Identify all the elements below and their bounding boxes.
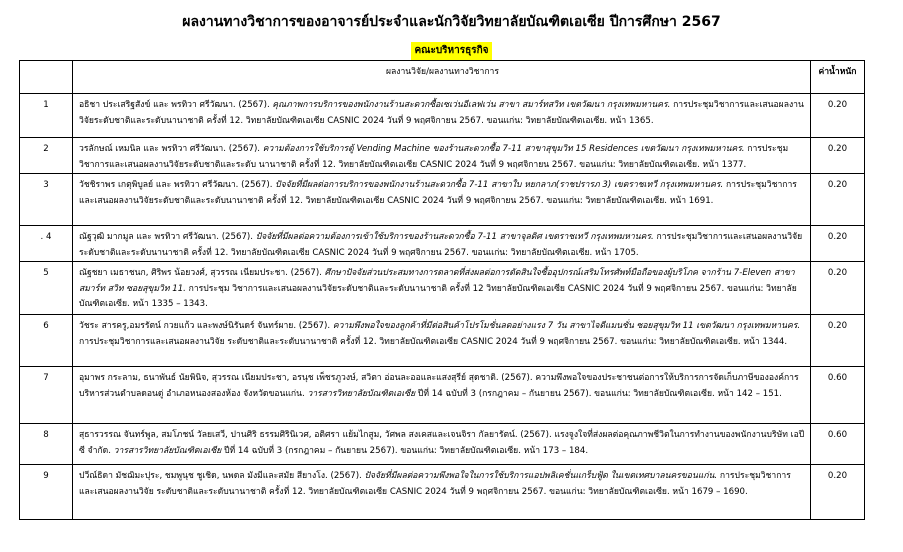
row-number: 9 xyxy=(20,465,73,519)
table-row xyxy=(20,261,864,314)
row-work xyxy=(73,424,811,464)
table-row xyxy=(20,225,864,261)
header-number xyxy=(20,61,73,93)
row-work xyxy=(73,138,811,173)
row-weight: 0.60 xyxy=(827,430,848,440)
work-authors: ณัฐชยา เมธาชนก, ศิริพร น้อยวงศ์, สุวรรณ เนียมประชา. (2567). xyxy=(79,268,322,278)
research-table xyxy=(19,60,865,520)
work-source: การประชุมวิชาการและเสนอผลงานวิจัยระดับชาติและระดับนานาชาติ ครั้งที่ 12. วิทยาลัยบัณฑิตเอเซีย CASNIC 2024 วันที่ 9 พฤศจิกายน 2567. ขอนแก่น: วิทยาลัยบัณฑิตเอเซีย. หน้า 1705. xyxy=(79,232,803,258)
row-work xyxy=(73,94,811,137)
work-title: ปัจจัยที่มีผลต่อความพึงพอใจในการใช้บริการแอปพลิเคชั่นแกร็บฟู้ด ในเขตเทศบาลนครขอนแก่น. xyxy=(361,471,718,481)
row-number: 5 xyxy=(20,262,73,314)
work-authors: อุมาพร กระลาม, ธนาพันธ์ นัยพินิจ, สุวรรณ เนียมประชา, อรนุช เพ็ชรภูวงษ์, สวิตา อ่อนละออและแสงสุรีย์ สุดชาติ. (2567). xyxy=(79,373,533,383)
table-row xyxy=(20,173,864,225)
work-source: การประชุมวิชาการและเสนอผลงานวิจัย ระดับชาติและระดับนานาชาติ ครั้งที่ 12. วิทยาลัยบัณฑิตเอเซีย CASNIC 2024 วันที่ 9 พฤศจิกายน 2567. ขอนแก่น: วิทยาลัยบัณฑิตเอเซีย. หน้า 1344. xyxy=(79,336,788,347)
work-authors: สุธารวรรณ จันทร์พูล, สมโภชน์ วัลยเสวี, ปานศิริ ธรรมศิรินิเวศ, อติศรา แย้มไกสูม, วัศพล สงเคสและเจนจิรา กัลยารัตน์. (2567). xyxy=(79,430,552,440)
work-source: ปีที่ 14 ฉบับที่ 3 (กรกฎาคม – กันยายน 2567). ขอนแก่น: วิทยาลัยบัณฑิตเอเซีย. หน้า 173 – 184. xyxy=(221,445,589,456)
row-weight: 0.20 xyxy=(827,471,848,481)
work-title: คุณภาพการบริการของพนักงานร้านสะดวกซื้อเซเว่นอีเลฟเว่น สาขา สมาร์ทสวิท เขตวัฒนา กรุงเทพมหานคร. xyxy=(269,100,671,110)
row-weight: 0.20 xyxy=(827,321,848,331)
work-authors: ปวีณ์ธิดา มัชฌิมะปุระ, ชมพูนุช ชูเชิด, นพดล มังมีและสมัย สียางโง. (2567). xyxy=(79,471,362,481)
work-title: ความพึงพอใจของลูกค้าที่มีต่อสินค้าโปรโมชั่นลดอย่างแรง 7 วัน สาขาไจดีแมนชั่น ซอยสุขุมวิท 11 เขตวัฒนา กรุงเทพมหานคร. xyxy=(330,321,801,331)
row-number: 2 xyxy=(20,138,73,173)
table-row xyxy=(20,366,864,423)
row-number: 7 xyxy=(20,367,73,423)
work-source: การประชุมวิชาการและเสนอผลงานวิจัยระดับชาติและระดับนานาชาติ ครั้งที่ 12. วิทยาลัยบัณฑิตเอเซีย CASNIC 2024 วันที่ 9 พฤศจิกายน 2567. ขอนแก่น: วิทยาลัยบัณฑิตเอเซีย. หน้า 1365. xyxy=(79,100,804,126)
table-row xyxy=(20,93,864,137)
table-row xyxy=(20,137,864,173)
faculty-heading-wrap xyxy=(0,38,903,60)
page-title: ผลงานทางวิชาการของอาจารย์ประจำและนักวิจัยวิทยาลัยบัณฑิตเอเซีย ปีการศึกษา 2567 xyxy=(182,14,721,30)
row-work xyxy=(73,174,811,225)
row-weight: 0.20 xyxy=(827,180,848,190)
work-authors: วรลักษณ์ เหมนิล และ พรทิวา ศรีวัฒนา. (2567). xyxy=(79,144,261,154)
work-title: ศึกษาปัจจัยส่วนประสมทางการตลาดที่ส่งผลต่อการตัดสินใจซื้ออุปกรณ์เสริมโทรศัพท์มือถือของผู้บริโภค จากร้าน 7-Eleven สาขาสมาร์ท สวิท ซอยสุขุมวิท 11. xyxy=(79,268,795,294)
row-weight: 0.60 xyxy=(827,373,848,383)
work-source: การประชุมวิชาการและเสนอผลงานวิจัยระดับชาติและระดับนานาชาติ ครั้งที่ 12. วิทยาลัยบัณฑิตเอเซีย CASNIC 2024 วันที่ 9 พฤศจิกายน 2567. ขอนแก่น: วิทยาลัยบัณฑิตเอเซีย. หน้า 1691. xyxy=(79,180,797,206)
row-number: 3 xyxy=(20,174,73,225)
table-row xyxy=(20,423,864,464)
row-work xyxy=(73,367,811,423)
table-row xyxy=(20,314,864,366)
work-title: ปัจจัยที่มีผลต่อการบริการของพนักงานร้านสะดวกซื้อ 7-11 สาขาใบ หยกลาภ(ราชปรารภ 3) เขตราชเทวี กรุงเทพมหานคร. xyxy=(272,180,724,190)
header-weight: ค่าน้ำหนัก xyxy=(818,67,857,77)
row-weight: 0.20 xyxy=(827,100,848,110)
table-row xyxy=(20,464,864,519)
row-work xyxy=(73,465,811,519)
work-journal: วารสารวิทยาลัยบัณฑิตเอเซีย xyxy=(110,445,222,456)
work-authors: วัชชิราพร เกตุพิบูลย์ และ พรทิวา ศรีวัฒนา. (2567). xyxy=(79,180,273,190)
work-authors: วัชระ สารครู,อมรรัตน์ กวยแก้ว และพงษ์นิรันดร์ จันทร์ผาย. (2567). xyxy=(79,321,331,331)
faculty-heading: คณะบริหารธุรกิจ xyxy=(411,42,491,60)
work-title: ความต้องการใช้บริการตู้ Vending Machine ของร้านสะดวกซื้อ 7-11 สาขาสุขุมวิท 15 Residences เขตวัฒนา กรุงเทพมหานคร. xyxy=(260,144,745,154)
work-source: การประชุมวิชาการและเสนอผลงานวิจัย ระดับชาติและระดับนานาชาติ ครั้งที่ 12. วิทยาลัยบัณฑิตเอเซีย CASNIC 2024 วันที่ 9 พฤศจิกายน 2567. ขอนแก่น: วิทยาลัยบัณฑิตเอเซีย. หน้า 1679 – 1690. xyxy=(79,471,791,497)
row-number: 6 xyxy=(20,315,73,366)
row-work xyxy=(73,262,811,314)
work-source: ปีที่ 14 ฉบับที่ 3 (กรกฎาคม – กันยายน 2567). ขอนแก่น: วิทยาลัยบัณฑิตเอเซีย. หน้า 142 – 151. xyxy=(415,388,782,399)
row-weight: 0.20 xyxy=(827,232,848,242)
row-number: 8 xyxy=(20,424,73,464)
header-work: ผลงานวิจัย/ผลงานทางวิชาการ xyxy=(73,61,811,93)
table-header-row xyxy=(20,61,864,93)
row-weight: 0.20 xyxy=(827,144,848,154)
row-work xyxy=(73,226,811,261)
work-title: ปัจจัยที่มีผลต่อความต้องการเข้าใช้บริการของร้านสะดวกซื้อ 7-11 สาขาจุลดิศ เขตราชเทวี กรุงเทพมหานคร. xyxy=(253,232,654,242)
row-work xyxy=(73,315,811,366)
row-weight: 0.20 xyxy=(827,268,848,278)
row-number: . 4 xyxy=(20,226,73,261)
work-journal: วารสารวิทยาลัยบัณฑิตเอเซีย xyxy=(304,388,416,399)
work-authors: อธิชา ประเสริฐสังข์ และ พรทิวา ศรีวัฒนา. (2567). xyxy=(79,100,270,110)
work-source: การประชุม วิชาการและเสนอผลงานวิจัยระดับชาติและระดับนานาชาติ ครั้งที่ 12 วิทยาลัยบัณฑิตเอเซีย CASNIC 2024 วันที่ 9 พฤศจิกายน 2567. ขอนแก่น: วิทยาลัยบัณฑิตเอเซีย. หน้า 1335 – 1343. xyxy=(79,283,797,309)
work-source: การประชุมวิชาการและเสนอผลงานวิจัยระดับชาติและระดับ นานาชาติ ครั้งที่ 12. วิทยาลัยบัณฑิตเอเซีย CASNIC 2024 วันที่ 9 พฤศจิกายน 2567. ขอนแก่น: วิทยาลัยบัณฑิตเอเซีย. หน้า 1377. xyxy=(79,144,789,170)
work-title: ความพึงพอใจของประชาชนต่อการให้บริการการจัดเก็บภาษีขององค์การบริหารส่วนตำบลดอนดู่ อำเภอหนองสองห้อง จังหวัดขอนแก่น. xyxy=(79,373,799,399)
work-authors: ณัฐวุฒิ มากมูล และ พรทิวา ศรีวัฒนา. (2567). xyxy=(79,232,254,242)
row-number: 1 xyxy=(20,94,73,137)
work-title: แรงจูงใจที่ส่งผลต่อคุณภาพชีวิตในการทำงานของพนักงานบริษัท เอปีซี จำกัด. xyxy=(79,430,805,456)
